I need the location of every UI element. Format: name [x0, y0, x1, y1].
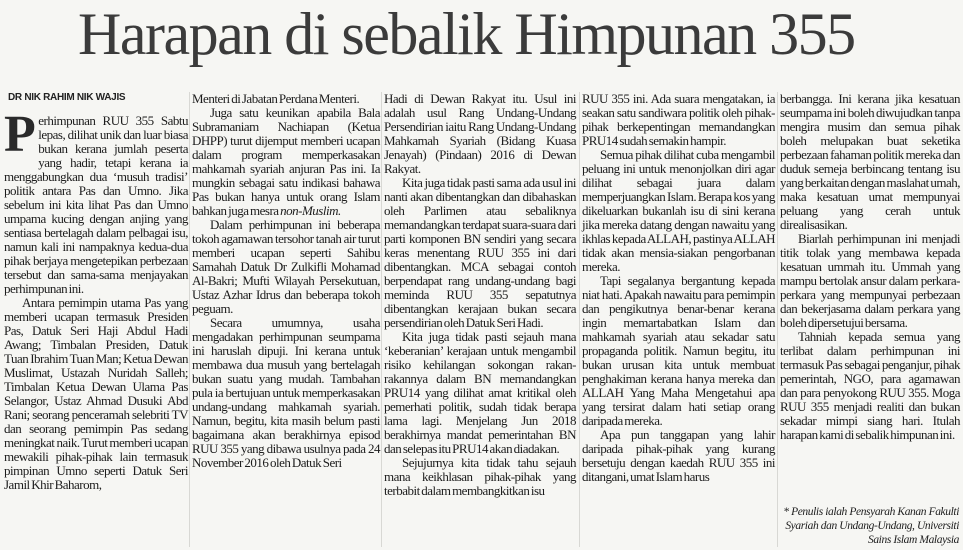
- column-divider: [777, 92, 778, 547]
- column-divider: [381, 92, 382, 547]
- author-byline: DR NIK RAHIM NIK WAJIS: [8, 92, 126, 103]
- article-column-2: [192, 92, 380, 470]
- paragraph: Hadi di Dewan Rakyat itu. Usul ini adalah usul Rang Undang-Undang Persendirian iaitu Rang Undang-Undang Mahkamah Syariah (Bidang Kuasa Jenayah) (Pindaan) 2016 di Dewan Rakyat.: [384, 91, 576, 176]
- paragraph-text: erhimpunan RUU 355 Sabtu lepas, dilihat unik dan luar biasa bukan kerana jumlah peserta yang hadir, tetapi kerana ia menggabungkan dua ‘musuh tradisi’ politik antara Pas dan Umno. Jika sebelum ini kita lihat Pas dan Umno umpama kucing dengan anjing yang sentiasa bertelagah dalam pelbagai isu, namun kali ini nampaknya kedua-dua pihak berjaya mengetepikan perbezaan tersebut dan sama-sama menjayakan perhimpunan ini.: [4, 113, 188, 296]
- paragraph: Dalam perhimpunan ini beberapa tokoh agamawan tersohor tanah air turut memberi ucapan seperti Sahibu Samahah Datuk Dr Zulkifli Mohamad Al-Bakri; Mufti Wilayah Persekutuan, Ustaz Azhar Idrus dan beberapa tokoh peguam.: [192, 217, 380, 316]
- article-title: Harapan di sebalik Himpunan 355: [78, 1, 855, 67]
- paragraph: Antara pemimpin utama Pas yang memberi ucapan termasuk Presiden Pas, Datuk Seri Haji Abdul Hadi Awang; Timbalan Presiden, Datuk Tuan Ibrahim Tuan Man; Ketua Dewan Muslimat, Ustazah Nuridah Salleh; Timbalan Ketua Dewan Ulama Pas Selangor, Ustaz Ahmad Dusuki Abd Rani; seorang penceramah selebriti TV dan seorang pemimpin Pas sedang meningkat naik. Turut memberi ucapan mewakili pihak-pihak lain termasuk pimpinan Umno seperti Datuk Seri Jamil Khir Baharom,: [4, 295, 188, 492]
- paragraph: Secara umumnya, usaha mengadakan perhimpunan seumpama ini haruslah dipuji. Ini kerana untuk membawa dua musuh yang bertelagah bukan suatu yang mudah. Tambahan pula ia bertujuan untuk memperkasakan undang-undang mahkamah syariah. Namun, begitu, kita masih belum pasti bagaimana akan berakhirnya episod RUU 355 yang dibawa usulnya pada 24 November 2016 oleh Datuk Seri: [192, 315, 380, 470]
- article-column-5: [780, 92, 960, 442]
- paragraph: Tapi segalanya bergantung kepada niat hati. Apakah nawaitu para pemimpin dan pengikutnya benar-benar kerana ingin memartabatkan Islam dan mahkamah syariah atau sekadar satu propaganda politik. Namun begitu, itu bukan urusan kita untuk membuat penghakiman kerana hanya mereka dan ALLAH Yang Maha Mengetahui apa yang tersirat dalam hati setiap orang daripada mereka.: [582, 273, 775, 428]
- paragraph-text: Juga satu keunikan apabila Bala Subramaniam Nachiapan (Ketua DHPP) turut dijemput memberi ucapan dalam program memperkasakan mahkamah syariah anjuran Pas ini. Ia mungkin sebagai satu indikasi bahawa Pas bukan hanya untuk orang Islam bahkan juga mesra: [192, 105, 380, 218]
- author-footnote: * Penulis ialah Pensyarah Kanan Fakulti Syariah dan Undang-Undang, Universiti Sains Islam Malaysia: [783, 506, 959, 546]
- paragraph: Menteri di Jabatan Perdana Menteri.: [192, 91, 360, 106]
- article-column-3: [384, 92, 576, 498]
- paragraph: [192, 106, 380, 218]
- paragraph: RUU 355 ini. Ada suara mengatakan, ia seakan satu sandiwara politik oleh pihak-pihak berkepentingan memandangkan PRU14 sudah semakin hampir.: [582, 91, 775, 148]
- drop-cap: P: [4, 106, 36, 163]
- paragraph: berbangga. Ini kerana jika kesatuan seumpama ini boleh diwujudkan tanpa mengira musim dan semua pihak boleh melupakan buat seketika perbezaan fahaman politik mereka dan duduk semeja berbincang tentang isu yang berkaitan dengan maslahat umah, maka kesatuan umat mempunyai peluang yang cerah untuk direalisasikan.: [780, 91, 960, 232]
- article-column-1: [4, 106, 188, 492]
- column-divider: [579, 92, 580, 547]
- article-column-4: [582, 92, 775, 484]
- paragraph: Kita juga tidak pasti sama ada usul ini nanti akan dibentangkan dan dibahaskan oleh Parlimen atau sebaliknya memandangkan terdapat suara-suara dari parti komponen BN sendiri yang secara keras menentang RUU 355 ini dari dibentangkan. MCA sebagai contoh berpendapat rang undang-undang bagi meminda RUU 355 sepatutnya dibentangkan kerajaan bukan secara persendirian oleh Datuk Seri Hadi.: [384, 175, 576, 330]
- column-divider: [189, 92, 190, 547]
- paragraph: Sejujurnya kita tidak tahu sejauh mana keikhlasan pihak-pihak yang terbabit dalam membangkitkan isu: [384, 455, 576, 498]
- paragraph: [4, 106, 188, 296]
- paragraph: Apa pun tanggapan yang lahir daripada pihak-pihak yang kurang bersetuju dengan kaedah RUU 355 ini ditangani, umat Islam harus: [582, 427, 775, 484]
- paragraph: Biarlah perhimpunan ini menjadi titik tolak yang membawa kepada kesatuan ummah itu. Ummah yang mampu bertolak ansur dalam perkara-perkara yang mempunyai perbezaan dan bekerjasama dalam perkara yang boleh dipersetujui bersama.: [780, 231, 960, 330]
- paragraph: Kita juga tidak pasti sejauh mana ‘keberanian’ kerajaan untuk mengambil risiko kehilangan sokongan rakan-rakannya dalam BN memandangkan PRU14 yang dilihat amat kritikal oleh pemerhati politik, sudah tidak berapa lama lagi. Menjelang Jun 2018 berakhirnya mandat pemerintahan BN dan selepas itu PRU14 akan diadakan.: [384, 329, 576, 456]
- paragraph: Semua pihak dilihat cuba mengambil peluang ini untuk menonjolkan diri agar dilihat sebagai juara dalam memperjuangkan Islam. Berapa kos yang dikeluarkan bukanlah isu di sini kerana jika mereka datang dengan nawaitu yang ikhlas kepada ALLAH, pastinya ALLAH tidak akan mensia-siakan pengorbanan mereka.: [582, 147, 775, 274]
- paragraph: Tahniah kepada semua yang terlibat dalam perhimpunan ini termasuk Pas sebagai penganjur, pihak pemerintah, NGO, para agamawan dan para penyokong RUU 355. Moga RUU 355 menjadi realiti dan bukan sekadar mimpi siang hari. Itulah harapan kami di sebalik himpunan ini.: [780, 329, 960, 442]
- emphasis-text: non-Muslim.: [280, 203, 341, 218]
